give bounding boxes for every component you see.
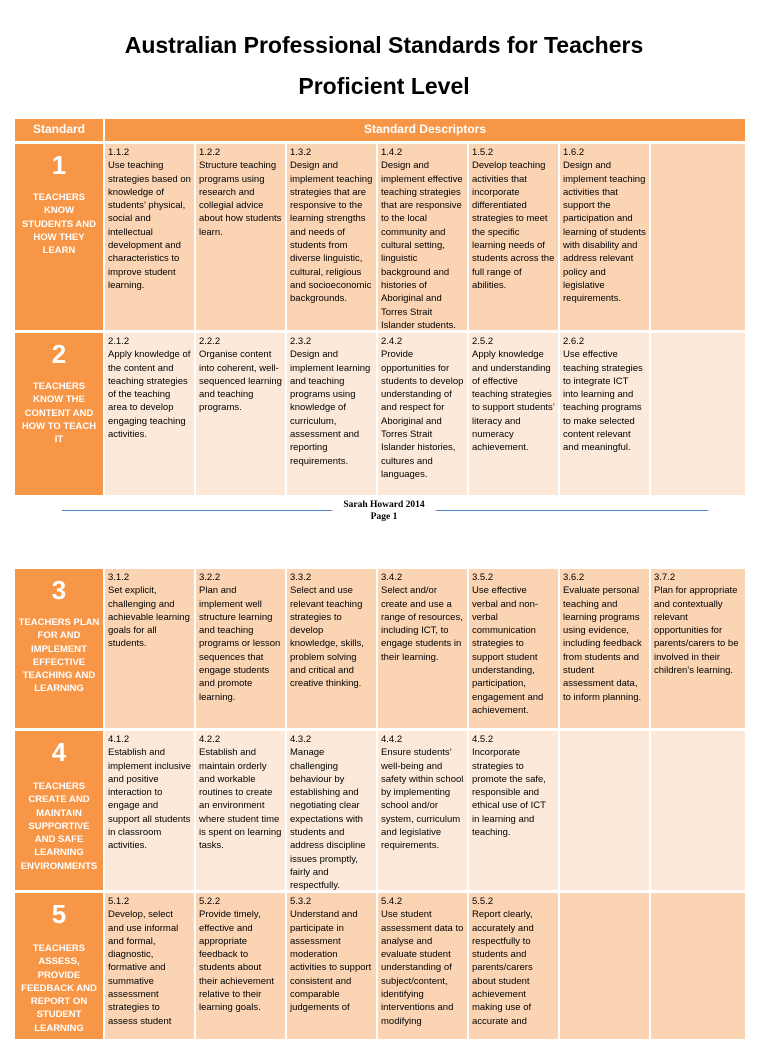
descriptor-cell xyxy=(651,333,745,495)
descriptor-text: Design and implement teaching activities that support the participation and learning of students with disability and address relevant policy and legislative requirements. xyxy=(563,160,646,305)
descriptor-code: 2.4.2 xyxy=(381,336,403,347)
descriptor-code: 3.4.2 xyxy=(381,572,403,583)
standard-row-5 xyxy=(15,893,745,1039)
descriptor-cell xyxy=(469,731,558,890)
descriptor-cell xyxy=(469,144,558,330)
descriptor-text: Manage challenging behaviour by establishing and negotiating clear expectations with students and address discipline issues promptly, fairly and respectfully. xyxy=(290,747,366,892)
descriptor-text: Develop teaching activities that incorporate differentiated strategies to meet the specific learning needs of students across the full range of abilities. xyxy=(472,160,555,291)
descriptor-code: 2.2.2 xyxy=(199,336,221,347)
standard-cell xyxy=(15,144,103,330)
header-standard-descriptors: Standard Descriptors xyxy=(105,119,745,141)
descriptor-text: Use effective verbal and non-verbal communication strategies to support student understanding, participation, engagement and achievement. xyxy=(472,585,544,716)
descriptor-code: 2.5.2 xyxy=(472,336,494,347)
descriptor-code: 3.2.2 xyxy=(199,572,221,583)
descriptor-text: Develop, select and use informal and formal, diagnostic, formative and summative assessment strategies to assess student xyxy=(108,909,179,1027)
descriptor-cell xyxy=(560,731,649,890)
descriptor-cell xyxy=(196,569,285,728)
descriptor-text: Select and use relevant teaching strategies to develop knowledge, skills, problem solving and critical and creative thinking. xyxy=(290,585,364,690)
descriptor-text: Use effective teaching strategies to integrate ICT into learning and teaching programs to make selected content relevant and meaningful. xyxy=(563,349,643,454)
standard-number: 4 xyxy=(51,737,67,767)
descriptor-code: 5.3.2 xyxy=(290,896,312,907)
descriptor-text: Establish and maintain orderly and workable routines to create an environment where student time is spent on learning tasks. xyxy=(199,747,282,852)
footer-author: Sarah Howard 2014 xyxy=(343,500,425,510)
descriptor-cell xyxy=(469,333,558,495)
descriptor-text: Design and implement teaching strategies that are responsive to the learning strengths and needs of students from diverse linguistic, cultural, religious and socioeconomic backgrounds. xyxy=(290,160,373,305)
descriptor-text: Plan and implement well structure learning and teaching programs or lesson sequences that engage students and promote learning. xyxy=(199,585,281,703)
descriptor-cell xyxy=(287,893,376,1039)
descriptor-code: 5.1.2 xyxy=(108,896,130,907)
descriptor-code: 3.1.2 xyxy=(108,572,130,583)
descriptor-cell xyxy=(560,893,649,1039)
descriptor-cell xyxy=(287,569,376,728)
standard-name: TEACHERS KNOW THE CONTENT AND HOW TO TEACH IT xyxy=(21,381,97,446)
descriptor-text: Evaluate personal teaching and learning programs using evidence, including feedback from students and student assessment data, to inform planning. xyxy=(563,585,642,703)
descriptor-cell xyxy=(651,893,745,1039)
descriptor-code: 2.1.2 xyxy=(108,336,130,347)
descriptor-code: 4.4.2 xyxy=(381,734,403,745)
descriptor-code: 3.7.2 xyxy=(654,572,676,583)
descriptor-code: 4.5.2 xyxy=(472,734,494,745)
descriptor-cell xyxy=(469,569,558,728)
descriptor-text: Provide timely, effective and appropriate feedback to students about their achievement relative to their learning goals. xyxy=(199,909,274,1014)
standard-name: TEACHERS KNOW STUDENTS AND HOW THEY LEARN xyxy=(21,192,97,257)
standards-table-page-1 xyxy=(15,119,745,495)
header-standard: Standard xyxy=(15,119,103,141)
standard-number: 1 xyxy=(51,150,67,180)
descriptor-cell xyxy=(105,569,194,728)
descriptor-cell xyxy=(378,144,467,330)
standard-name: TEACHERS PLAN FOR AND IMPLEMENT EFFECTIVE TEACHING AND LEARNING xyxy=(18,617,100,695)
descriptor-code: 1.4.2 xyxy=(381,147,403,158)
descriptor-cell xyxy=(651,144,745,330)
descriptor-text: Provide opportunities for students to develop understanding of and respect for Aboriginal and Torres Strait Islander histories, cultures and languages. xyxy=(381,349,464,480)
descriptor-cell xyxy=(287,731,376,890)
descriptor-code: 5.2.2 xyxy=(199,896,221,907)
standard-cell xyxy=(15,731,103,890)
descriptor-text: Design and implement learning and teaching programs using knowledge of curriculum, assessment and reporting requirements. xyxy=(290,349,371,467)
descriptor-code: 4.3.2 xyxy=(290,734,312,745)
descriptor-text: Apply knowledge and understanding of effective teaching strategies to support students’ literacy and numeracy achievement. xyxy=(472,349,555,454)
descriptor-cell xyxy=(196,333,285,495)
descriptor-text: Apply knowledge of the content and teaching strategies of the teaching area to develop engaging teaching activities. xyxy=(108,349,191,441)
descriptor-text: Plan for appropriate and contextually relevant opportunities for parents/carers to be involved in their children’s learning. xyxy=(654,585,739,677)
standard-row-2 xyxy=(15,333,745,495)
document-subtitle: Proficient Level xyxy=(298,73,470,99)
descriptor-cell xyxy=(196,144,285,330)
descriptor-text: Set explicit, challenging and achievable learning goals for all students. xyxy=(108,585,190,650)
descriptor-cell xyxy=(105,333,194,495)
descriptor-text: Ensure students’ well-being and safety within school by implementing school and/or system, curriculum and legislative requirements. xyxy=(381,747,464,852)
descriptor-code: 1.5.2 xyxy=(472,147,494,158)
descriptor-text: Select and/or create and use a range of resources, including ICT, to engage students in their learning. xyxy=(381,585,463,663)
descriptor-cell xyxy=(560,144,649,330)
descriptor-cell xyxy=(378,569,467,728)
descriptor-code: 1.3.2 xyxy=(290,147,312,158)
descriptor-text: Understand and participate in assessment moderation activities to support consistent and comparable judgements of xyxy=(290,909,372,1014)
standard-row-4 xyxy=(15,731,745,890)
descriptor-code: 3.3.2 xyxy=(290,572,312,583)
descriptor-text: Design and implement effective teaching strategies that are responsive to the local community and cultural setting, linguistic background and histories of Aboriginal and Torres Strait Islander students. xyxy=(381,160,463,331)
descriptor-code: 3.5.2 xyxy=(472,572,494,583)
descriptor-code: 4.1.2 xyxy=(108,734,130,745)
descriptor-cell xyxy=(560,333,649,495)
descriptor-cell xyxy=(105,144,194,330)
descriptor-cell xyxy=(105,731,194,890)
standards-table-page-2 xyxy=(15,569,745,1039)
descriptor-cell xyxy=(469,893,558,1039)
standard-number: 2 xyxy=(51,339,67,369)
descriptor-text: Organise content into coherent, well-sequenced learning and teaching programs. xyxy=(199,349,282,414)
standard-cell xyxy=(15,333,103,495)
standard-cell xyxy=(15,569,103,728)
descriptor-text: Incorporate strategies to promote the safe, responsible and ethical use of ICT in learning and teaching. xyxy=(472,747,546,839)
descriptor-cell xyxy=(287,144,376,330)
descriptor-cell xyxy=(378,893,467,1039)
descriptor-text: Report clearly, accurately and respectfully to students and parents/carers about student achievement making use of accurate and xyxy=(472,909,534,1027)
descriptor-code: 1.6.2 xyxy=(563,147,585,158)
descriptor-text: Structure teaching programs using research and collegial advice about how students learn. xyxy=(199,160,282,238)
descriptor-code: 1.1.2 xyxy=(108,147,130,158)
descriptor-code: 1.2.2 xyxy=(199,147,221,158)
descriptor-cell xyxy=(378,333,467,495)
descriptor-code: 2.3.2 xyxy=(290,336,312,347)
standard-name: TEACHERS ASSESS, PROVIDE FEEDBACK AND REPORT ON STUDENT LEARNING xyxy=(21,943,97,1034)
descriptor-code: 5.5.2 xyxy=(472,896,494,907)
descriptor-text: Use student assessment data to analyse and evaluate student understanding of subject/content, identifying interventions and modifying xyxy=(381,909,464,1027)
descriptor-code: 3.6.2 xyxy=(563,572,585,583)
standard-row-3 xyxy=(15,569,745,728)
document-title: Australian Professional Standards for Teachers xyxy=(124,32,644,58)
descriptor-cell xyxy=(196,893,285,1039)
descriptor-code: 4.2.2 xyxy=(199,734,221,745)
descriptor-cell xyxy=(651,569,745,728)
descriptor-text: Use teaching strategies based on knowledge of students’ physical, social and intellectual development and characteristics to improve student learning. xyxy=(108,160,191,291)
descriptor-cell xyxy=(651,731,745,890)
descriptor-code: 2.6.2 xyxy=(563,336,585,347)
descriptor-cell xyxy=(378,731,467,890)
descriptor-code: 5.4.2 xyxy=(381,896,403,907)
standard-number: 3 xyxy=(51,575,67,605)
descriptor-cell xyxy=(287,333,376,495)
standard-number: 5 xyxy=(51,899,67,929)
standard-name: TEACHERS CREATE AND MAINTAIN SUPPORTIVE AND SAFE LEARNING ENVIRONMENTS xyxy=(20,781,98,872)
descriptor-cell xyxy=(105,893,194,1039)
descriptor-cell xyxy=(560,569,649,728)
standard-cell xyxy=(15,893,103,1039)
descriptor-cell xyxy=(196,731,285,890)
footer-page-number: Page 1 xyxy=(370,512,398,522)
standard-row-1 xyxy=(15,144,745,330)
descriptor-text: Establish and implement inclusive and positive interaction to engage and support all students in classroom activities. xyxy=(108,747,191,852)
